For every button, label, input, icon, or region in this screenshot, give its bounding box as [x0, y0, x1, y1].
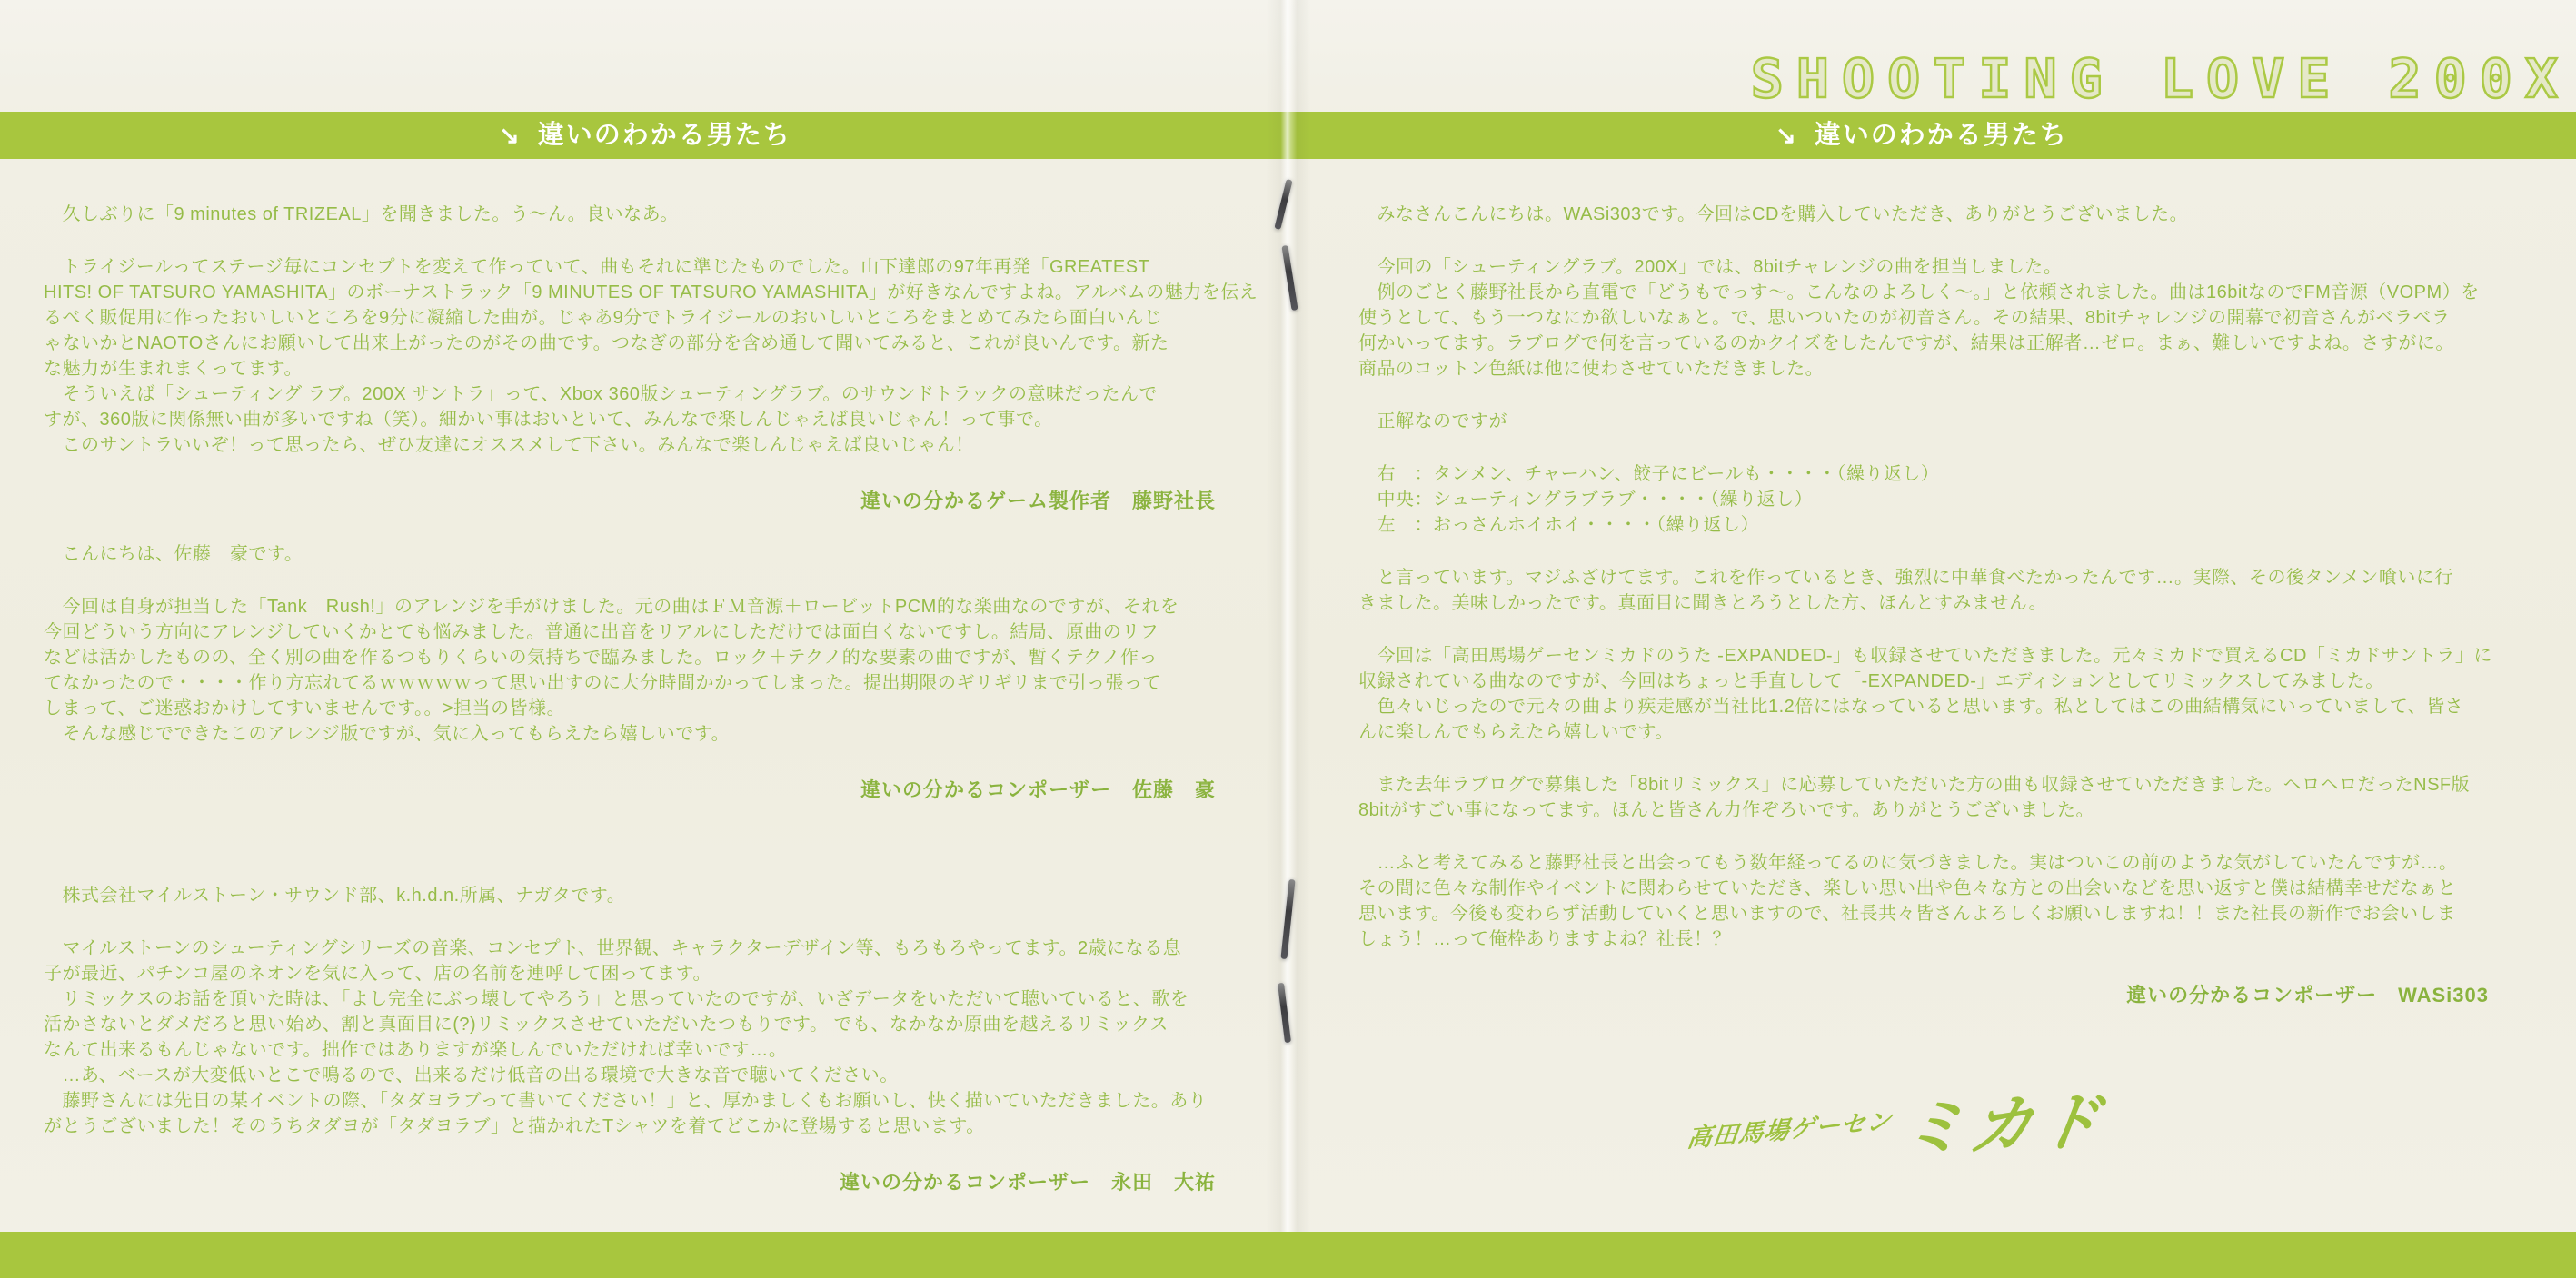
section-header-label: 違いのわかる男たち — [1814, 121, 2068, 150]
down-right-arrow-icon: ↘ — [1775, 122, 1796, 149]
paragraph: 今回は自身が担当した「Tank Rush!」のアレンジを手がけました。元の曲はＦＭ音源＋ロービットPCM的な楽曲なのですが、それを 今回どういう方向にアレンジしていくかとても悩みました。普通に出音をリアルにしただけでは面白くないですし。結局、原曲のリフ などは活かしたものの、全く別の曲を作るつもりくらいの気持ちで臨みました。ロック＋テクノ的な要素の曲ですが、暫くテクノ作っ てなかったので・・・・作り方忘れてるｗｗｗｗｗって思い出すのに大分時間かかってしまった。提出期限のギリギリまで引っ張って しまって、ご迷惑おかけしてすいませんです。。>担当の皆様。 そんな感じでできたこのアレンジ版ですが、気に入ってもらえたら嬉しいです。 — [44, 597, 1179, 744]
paragraph: …ふと考えてみると藤野社長と出会ってもう数年経ってるのに気づきました。実はついこの前のような気がしていたんですが…。 その間に色々な制作やイベントに関わらせていただき、楽しい思い出や色々な方との出会いなどを思い返すと僕は結構幸せだなぁと 思います。今後も変わらず活動していくと思いますので、社長共々皆さんよろしくお願いしますね！！また社長の新作でお会いしま しょう！…って俺枠ありますよね？社長！？ — [1358, 853, 2458, 949]
paragraph: みなさんこんにちは。WASi303です。今回はCDを購入していただき、ありがとうございました。 — [1358, 204, 2189, 224]
paragraph: 久しぶりに「9 minutes of TRIZEAL」を聞きました。う～ん。良いなあ。 — [44, 204, 679, 224]
left-page-text-column — [44, 202, 1263, 1219]
section-header-right — [1322, 112, 2521, 159]
section-header-label: 違いのわかる男たち — [537, 121, 791, 150]
mikado-logo-prefix: 高田馬場ゲーセン — [1685, 1107, 1894, 1154]
shooting-love-200x-logo: SHOOTING LOVE 200X — [1750, 48, 2571, 111]
mikado-logo — [1686, 1067, 2198, 1176]
paragraph: と言っています。マジふざけてます。これを作っているとき、強烈に中華食べたかったんです…。実際、その後タンメン喰いに行 きました。美味しかったです。真面目に聞きとろうとした方、ほんとすみません。 — [1358, 568, 2453, 613]
paragraph: マイルストーンのシューティングシリーズの音楽、コンセプト、世界観、キャラクターデザイン等、もろもろやってます。2歳になる息 子が最近、パチンコ屋のネオンを気に入って、店の名前を連呼して困ってます。 リミックスのお話を頂いた時は、「よし完全にぶっ壊してやろう」と思っていたのですが、いざデータをいただいて聴いていると、歌を 活かさないとダメだろと思い始め、割と真面目に(?)リミックスさせていただいたつもりです。 でも、なかなか原曲を越えるリミックス なんて出来るもんじゃないです。拙作ではありますが楽しんでいただければ幸いです…。 …あ、ベースが大変低いとこで鳴るので、出来るだけ低音の出る環境で大きな音で聴いてください。 藤野さんには先日の某イベントの際、「タダヨラブって書いてください！」と、厚かましくもお願いし、快く描いていただきました。あり がとうございました！そのうちタダヨが「タダヨラブ」と描かれたTシャツを着てどこかに登場すると思います。 — [44, 938, 1208, 1136]
footer-bar — [0, 1232, 2576, 1278]
staple — [1278, 983, 1291, 1043]
signature-line: 違いの分かるコンポーザー 佐藤 豪 — [860, 778, 1216, 801]
staple — [1281, 245, 1298, 311]
section-header-left — [0, 112, 1290, 159]
paragraph: 正解なのですが — [1358, 411, 1507, 431]
down-right-arrow-icon: ↘ — [499, 122, 520, 149]
paragraph: こんにちは、佐藤 豪です。 — [44, 544, 303, 564]
signature-line: 違いの分かるゲーム製作者 藤野社長 — [860, 490, 1216, 512]
paragraph: 株式会社マイルストーン・サウンド部、k.h.d.n.所属、ナガタです。 — [44, 886, 626, 906]
paragraph: 今回の「シューティングラブ。200X」では、8bitチャレンジの曲を担当しました。 例のごとく藤野社長から直電で「どうもでっす～。こんなのよろしく～。」と依頼されました。曲は16bitなのでFM音源（VOPM）を 使うとして、もう一つなにか欲しいなぁと。で、思いついたのが初音さん。その結果、8bitチャレンジの開幕で初音さんがベラベラ 何かいってます。ラブログで何を言っているのかクイズをしたんですが、結果は正解者…ゼロ。まぁ、難しいですよね。さすがに。 商品のコットン色紙は他に使わさせていただきました。 — [1358, 257, 2480, 379]
header-bar — [0, 112, 2576, 159]
paragraph: 今回は「高田馬場ゲーセンミカドのうた -EXPANDED-」も収録させていただきました。元々ミカドで買えるCD「ミカドサントラ」に 収録されている曲なのですが、今回はちょっと手直しして「-EXPANDED-」エディションとしてリミックスしてみました。 色々いじったので元々の曲より疾走感が当社比1.2倍にはなっていると思います。私としてはこの曲結構気にいっていまして、皆さ んに楽しんでもらえたら嬉しいです。 — [1358, 646, 2492, 742]
paragraph: トライジールってステージ毎にコンセプトを変えて作っていて、曲もそれに準じたものでした。山下達郎の97年再発「GREATEST HITS! OF TATSURO YAMASHITA」のボーナストラック「9 MINUTES OF TATSURO YAMASHITA」が好きなんですよね。アルバムの魅力を伝え るべく販促用に作ったおいしいところを9分に凝縮した曲が。じゃあ9分でトライジールのおいしいところをまとめてみたら面白いんじ ゃないかとNAOTOさんにお願いして出来上がったのがその曲です。つなぎの部分を含め通して聞いてみると、これが良いんです。新た な魅力が生まれまくってます。 そういえば「シューティング ラブ。200X サントラ」って、Xbox 360版シューティングラブ。のサウンドトラックの意味だったんで すが、360版に関係無い曲が多いですね（笑）。細かい事はおいといて、みんなで楽しんじゃえば良いじゃん！って事で。 このサントラいいぞ！って思ったら、ぜひ友達にオススメして下さい。みんなで楽しんじゃえば良いじゃん！ — [44, 257, 1258, 455]
paragraph: また去年ラブログで募集した「8bitリミックス」に応募していただいた方の曲も収録させていただきました。ヘロヘロだったNSF版 8bitがすごい事になってます。ほんと皆さん力作ぞろいです。ありがとうございました。 — [1358, 775, 2471, 820]
mikado-logo-name: ミカド — [1897, 1083, 2111, 1166]
signature-line: 違いの分かるコンポーザー WASi303 — [2126, 984, 2489, 1006]
staple — [1280, 879, 1295, 959]
right-page-text-column — [1358, 202, 2536, 1219]
signature-line: 違いの分かるコンポーザー 永田 大祐 — [839, 1171, 1216, 1194]
staple — [1274, 179, 1292, 230]
paragraph: 右 ：タンメン、チャーハン、餃子にビールも・・・・（繰り返し） 中央：シューティングラブラブ・・・・（繰り返し） 左 ：おっさんホイホイ・・・・（繰り返し） — [1358, 464, 1940, 535]
